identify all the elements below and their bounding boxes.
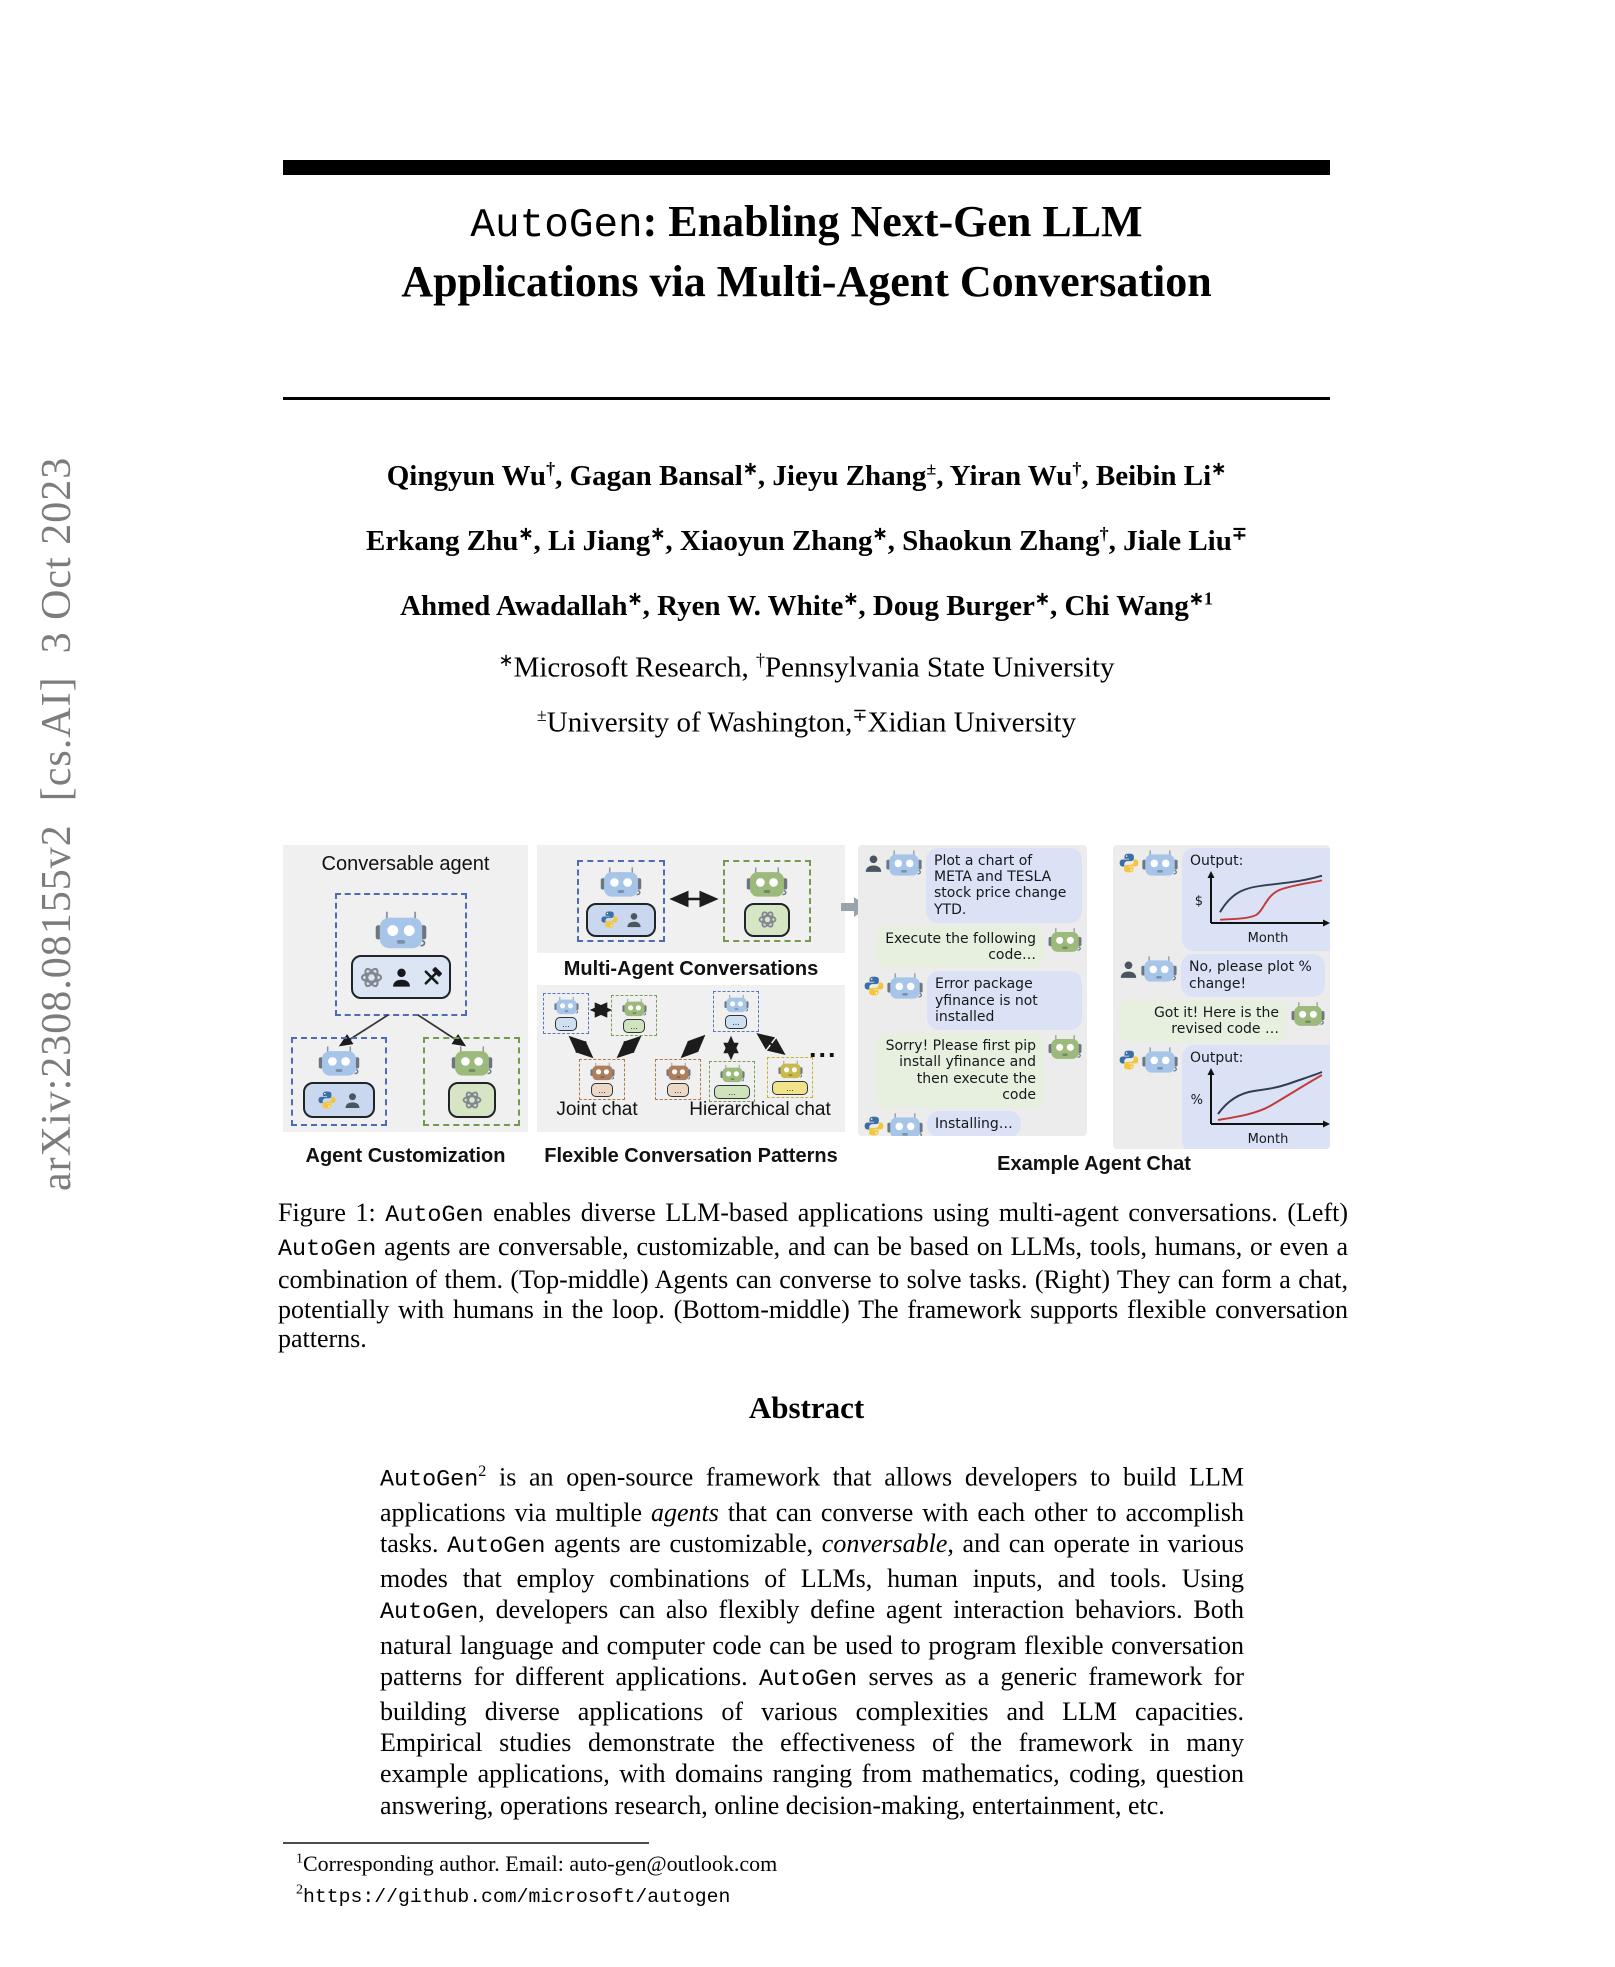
mini-agent-green	[709, 1061, 755, 1102]
robot-icon	[554, 996, 579, 1015]
author-line-2: Erkang Zhu∗, Li Jiang∗, Xiaoyun Zhang∗, Shaokun Zhang†, Jiale Liu∓	[366, 523, 1247, 557]
multi-agent-panel	[537, 845, 845, 953]
arxiv-watermark-text: arXiv:2308.08155v2 [cs.AI] 3 Oct 2023	[34, 456, 80, 1191]
avatar-group	[1048, 927, 1082, 953]
author-name: Doug Burger∗	[872, 588, 1050, 622]
chat-bubble: Sorry! Please first pip install yfinance and then execute the code	[876, 1033, 1044, 1108]
python-icon	[317, 1090, 337, 1110]
chat-box: ...	[714, 1085, 750, 1099]
joint-chat-label: Joint chat	[556, 1099, 638, 1120]
agent-customization-label: Agent Customization	[305, 1145, 506, 1167]
stock-chart	[1190, 1068, 1330, 1147]
chat-message-row	[1118, 954, 1325, 996]
chat-message-row	[863, 848, 1082, 923]
mini-agent-brown	[655, 1059, 701, 1100]
robot-icon	[746, 866, 788, 898]
chat-message-row	[863, 1111, 1082, 1136]
person-icon	[1118, 959, 1139, 980]
flexible-conversation-patterns-label: Flexible Conversation Patterns	[544, 1145, 838, 1167]
author-name: Beibin Li∗	[1095, 458, 1227, 492]
figure-1	[283, 845, 1330, 1180]
example-agent-chat-label: Example Agent Chat	[997, 1153, 1191, 1175]
author-name: Gagan Bansal∗	[569, 458, 758, 492]
chat-box: ...	[555, 1017, 577, 1031]
robot-icon	[1048, 1034, 1082, 1060]
paper-title	[283, 194, 1330, 310]
author-name: Shaokun Zhang†	[902, 523, 1109, 557]
author-name: Qingyun Wu†	[386, 458, 556, 492]
llm-spiral-icon	[757, 909, 778, 930]
backend-pill	[586, 903, 656, 937]
backend-pill	[351, 955, 451, 999]
robot-icon	[887, 972, 923, 1000]
python-icon	[1118, 852, 1140, 874]
chat-message-row	[863, 926, 1082, 968]
y-axis-label: $	[1194, 893, 1203, 909]
robot-icon	[1141, 955, 1177, 983]
author-name: Yiran Wu†	[949, 458, 1082, 492]
abstract-body: AutoGen$^2$ is an open-source framework that allows developers to build LLM applications via multiple agents that can converse with each other to accomplish tasks. AutoGen agents are customizable, conversable, and can operate in various modes that employ combinations of LLMs, human inputs, and tools. Using AutoGen, developers can also flexibly define agent interaction behaviors. Both natural language and computer code can be used to program flexible conversation patterns for different applications. AutoGen serves as a generic framework for building diverse applications of various complexities and LLM capacities. Empirical studies demonstrate the effectiveness of the framework in many example applications, with domains ranging from mathematics, coding, question answering, operations research, online decision-making, entertainment, etc.	[380, 1462, 1244, 1820]
x-axis-label: Month	[1247, 931, 1289, 947]
footnote-marker: 1	[296, 1851, 303, 1867]
mini-agent-blue	[713, 991, 759, 1032]
robot-icon	[720, 1064, 745, 1083]
robot-icon	[590, 1062, 615, 1081]
title-rule-top	[283, 160, 1330, 175]
footnote-1	[296, 1851, 777, 1877]
backend-pill	[448, 1082, 496, 1118]
author-name: Li Jiang∗	[547, 523, 666, 557]
author-name: Xiaoyun Zhang∗	[679, 523, 888, 557]
author-name: Jieyu Zhang±	[772, 458, 937, 492]
avatar-group	[1118, 955, 1177, 983]
hierarchical-chat-label: Hierarchical chat	[689, 1099, 831, 1120]
chat-box: ...	[725, 1015, 747, 1029]
title-rule-bottom	[283, 397, 1330, 400]
chat-message-row	[1118, 848, 1325, 951]
chat-bubble: Output: $ Month	[1182, 848, 1330, 951]
robot-icon	[622, 998, 647, 1017]
footnote-text: Corresponding author. Email: auto-gen@outlook.com	[303, 1851, 778, 1876]
author-name: Erkang Zhu∗	[366, 523, 534, 557]
python-icon	[1118, 1049, 1140, 1071]
chat-bubble: Installing…	[927, 1111, 1021, 1136]
robot-icon	[886, 849, 922, 877]
robot-icon	[375, 910, 427, 950]
robot-icon	[887, 1112, 923, 1136]
agent-green-box	[723, 860, 811, 942]
abstract-heading: Abstract	[748, 1390, 865, 1425]
chat-box: ...	[591, 1083, 613, 1097]
author-name: Chi Wang$^{∗1}$	[1064, 588, 1213, 622]
python-icon	[863, 1115, 885, 1136]
conversable-agent-label: Conversable agent	[321, 853, 490, 875]
author-name: Jiale Liu∓	[1123, 523, 1247, 557]
footnote-text	[303, 1882, 730, 1907]
conversable-agent-box	[335, 893, 467, 1016]
affiliation-line-2: ±University of Washington,∓Xidian University	[536, 705, 1077, 739]
avatar-group	[1048, 1034, 1082, 1060]
chat-bubble: Plot a chart of META and TESLA stock price change YTD.	[926, 848, 1082, 923]
python-icon	[863, 975, 885, 997]
robot-icon	[1142, 849, 1178, 877]
stock-chart	[1190, 871, 1330, 946]
chat-message-row	[863, 971, 1082, 1030]
y-axis-label: %	[1190, 1092, 1203, 1108]
figure-caption: Figure 1: AutoGen enables diverse LLM-based applications using multi-agent conversations. (Left) AutoGen agents are conversable, customizable, and can be based on LLMs, tools, humans, or even a combination of them. (Top-middle) Agents can converse to solve tasks. (Right) They can form a chat, potentially with humans in the loop. (Bottom-middle) The framework supports flexible conversation patterns.	[278, 1198, 1348, 1353]
robot-icon	[600, 866, 642, 898]
chat-message-row	[1118, 1000, 1325, 1042]
author-name: Ryen W. White∗	[657, 588, 859, 622]
footnote-marker: 2	[296, 1882, 303, 1898]
mini-agent-yellow	[767, 1057, 813, 1098]
chat-panel-2	[1113, 845, 1330, 1149]
chat-bubble: Got it! Here is the revised code …	[1119, 1000, 1287, 1042]
chat-message-row	[1118, 1045, 1325, 1149]
chat-bubble: No, please plot % change!	[1181, 954, 1325, 996]
tools-icon	[419, 965, 444, 990]
robot-icon	[666, 1062, 691, 1081]
mini-agent-brown	[579, 1059, 625, 1100]
author-name: Ahmed Awadallah∗	[400, 588, 643, 622]
title-line-1: AutoGen: Enabling Next-Gen LLM	[470, 197, 1143, 249]
chat-bubble: Error package yfinance is not installed	[927, 971, 1082, 1030]
chat-panel-1	[858, 845, 1087, 1136]
more-patterns-ellipsis: ...	[809, 1033, 838, 1063]
avatar-group	[1291, 1001, 1325, 1027]
agent-customization-panel	[283, 845, 528, 1132]
robot-icon	[724, 994, 749, 1013]
robot-icon	[1291, 1001, 1325, 1027]
llm-spiral-icon	[359, 965, 384, 990]
footnote-rule	[283, 1842, 649, 1844]
mini-agent-blue	[543, 993, 589, 1034]
affiliation-line-1: ∗Microsoft Research, †Pennsylvania State University	[498, 650, 1115, 684]
footnote-2	[296, 1882, 730, 1908]
two-way-arrow	[667, 891, 721, 907]
multi-agent-conversations-label: Multi-Agent Conversations	[563, 958, 819, 980]
chat-box: ...	[623, 1019, 645, 1033]
robot-icon	[778, 1060, 803, 1079]
arxiv-watermark	[33, 456, 83, 1191]
conversation-patterns-panel	[537, 985, 845, 1132]
robot-icon	[318, 1045, 360, 1077]
person-icon	[863, 853, 884, 874]
human-icon	[343, 1091, 362, 1110]
chat-box: ...	[667, 1083, 689, 1097]
llm-spiral-icon	[461, 1089, 483, 1111]
avatar-group	[863, 972, 923, 1000]
backend-pill	[744, 903, 790, 937]
avatar-group	[1118, 849, 1178, 877]
chat-box: ...	[772, 1081, 808, 1095]
x-axis-label: Month	[1247, 1132, 1289, 1148]
human-icon	[390, 966, 413, 989]
avatar-group	[863, 1112, 923, 1136]
robot-icon	[1142, 1046, 1178, 1074]
title-line-2: Applications via Multi-Agent Conversation	[401, 257, 1212, 306]
human-icon	[625, 911, 643, 929]
robot-icon	[451, 1045, 493, 1077]
author-line-3: Ahmed Awadallah∗, Ryen W. White∗, Doug Burger∗, Chi Wang$^{∗1}$	[400, 588, 1213, 622]
custom-agent-green-box	[423, 1037, 520, 1126]
python-icon	[600, 910, 619, 929]
agent-blue-box	[577, 860, 665, 942]
mini-agent-green	[611, 995, 657, 1036]
custom-agent-blue-box	[291, 1037, 387, 1126]
footnote-link[interactable]: https://github.com/microsoft/autogen	[303, 1886, 731, 1908]
robot-icon	[1048, 927, 1082, 953]
author-line-1: Qingyun Wu†, Gagan Bansal∗, Jieyu Zhang±, Yiran Wu†, Beibin Li∗	[386, 458, 1227, 492]
chat-bubble: Execute the following code…	[876, 926, 1044, 968]
avatar-group	[1118, 1046, 1178, 1074]
footnote-link[interactable]: auto-gen@outlook.com	[569, 1851, 778, 1876]
backend-pill	[303, 1082, 375, 1118]
chat-message-row	[863, 1033, 1082, 1108]
chat-bubble: Output: % Month	[1182, 1045, 1330, 1149]
avatar-group	[863, 849, 922, 877]
